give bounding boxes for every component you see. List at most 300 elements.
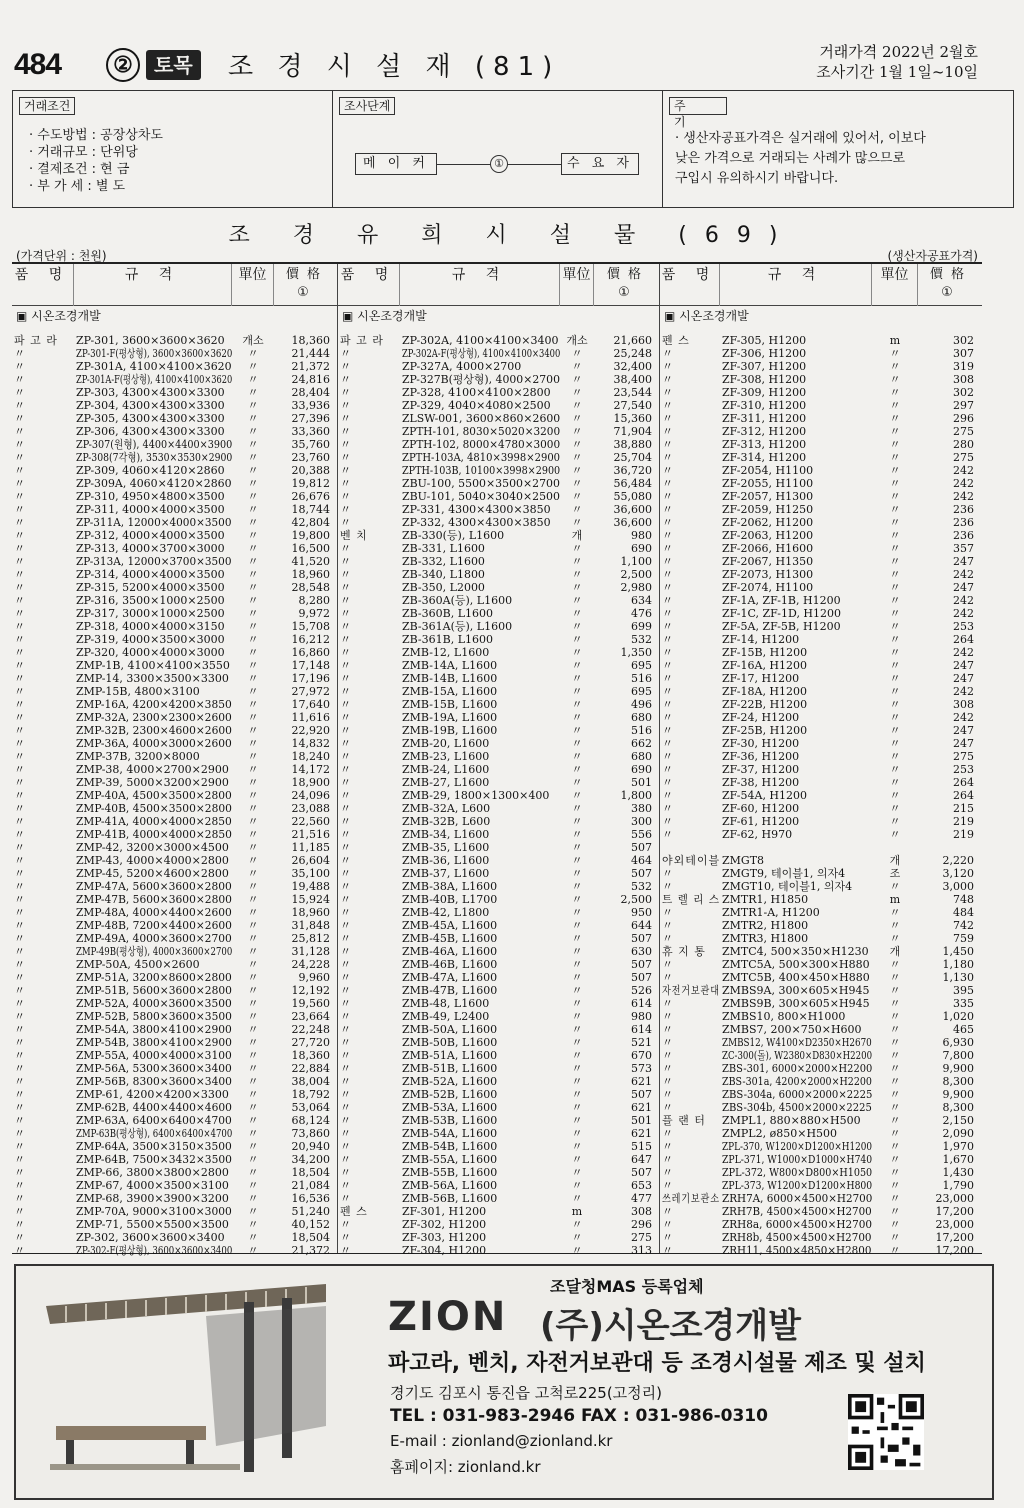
item-unit: 〃 — [247, 867, 259, 880]
item-unit: 〃 — [889, 802, 901, 815]
table-panel-1 — [12, 264, 338, 1257]
item-unit: 〃 — [889, 1062, 901, 1075]
table-row — [660, 685, 982, 698]
item-price: 1,800 — [620, 789, 652, 802]
table-row — [338, 1153, 659, 1166]
item-name: 〃 — [14, 815, 26, 828]
item-price: 2,150 — [942, 1114, 974, 1127]
item-name: 〃 — [14, 542, 26, 555]
item-spec: ZMB-50A, L1600 — [402, 1023, 498, 1036]
item-name: 〃 — [340, 997, 352, 1010]
item-price: 15,924 — [291, 893, 330, 906]
item-unit: 〃 — [889, 1049, 901, 1062]
item-unit: 〃 — [247, 594, 259, 607]
header-meta — [816, 42, 978, 82]
item-spec: ZBS-304a, 6000×2000×2225 — [722, 1088, 873, 1101]
item-unit: 〃 — [247, 373, 259, 386]
item-unit: 〃 — [889, 997, 901, 1010]
item-name: 〃 — [662, 672, 674, 685]
table-row — [338, 971, 659, 984]
item-price: 38,880 — [613, 438, 652, 451]
item-price: 275 — [953, 425, 974, 438]
item-name: 〃 — [662, 1153, 674, 1166]
table-row — [338, 750, 659, 763]
header-price-label: 價 格 — [606, 267, 644, 282]
item-name: 〃 — [662, 503, 674, 516]
header-name: 품 명 — [12, 264, 74, 306]
table-row — [338, 490, 659, 503]
item-price: 19,812 — [291, 477, 330, 490]
table-row — [12, 945, 337, 958]
item-unit: 〃 — [571, 568, 583, 581]
item-price: 24,228 — [291, 958, 330, 971]
table-row — [12, 542, 337, 555]
item-spec: ZMB-55B, L1600 — [402, 1166, 498, 1179]
item-price: 3,000 — [942, 880, 974, 893]
item-name: 〃 — [14, 919, 26, 932]
item-name: 파 고 라 — [14, 334, 58, 347]
item-price: 6,930 — [942, 1036, 974, 1049]
item-unit: 〃 — [571, 932, 583, 945]
table-row — [660, 1140, 982, 1153]
item-unit: 〃 — [889, 828, 901, 841]
item-spec: ZMP-36A, 4000×3000×2600 — [76, 737, 232, 750]
item-price: 614 — [631, 1023, 652, 1036]
item-unit: 〃 — [571, 997, 583, 1010]
header-price-mark: ① — [297, 285, 311, 300]
item-name: 〃 — [14, 958, 26, 971]
item-spec: ZP-310, 4950×4800×3500 — [76, 490, 225, 503]
header-price-mark: ① — [618, 285, 632, 300]
item-spec: ZB-350, L2000 — [402, 581, 485, 594]
item-unit: 〃 — [571, 945, 583, 958]
item-spec: ZF-313, H1200 — [722, 438, 807, 451]
item-price: 18,960 — [291, 906, 330, 919]
item-name: 〃 — [14, 737, 26, 750]
item-price: 2,500 — [620, 893, 652, 906]
item-unit: 〃 — [889, 360, 901, 373]
item-spec: ZMP-32B, 2300×4600×2600 — [76, 724, 232, 737]
item-price: 27,720 — [291, 1036, 330, 1049]
table-row — [12, 490, 337, 503]
price-table — [12, 262, 982, 1257]
item-unit: 〃 — [889, 412, 901, 425]
item-price: 18,240 — [291, 750, 330, 763]
item-spec: ZRH11, 4500×4850×H2800 — [722, 1244, 872, 1257]
item-name: 〃 — [662, 906, 674, 919]
conditions-panel — [13, 91, 333, 207]
item-name: 〃 — [662, 399, 674, 412]
table-row — [338, 1205, 659, 1218]
item-name: 〃 — [14, 1192, 26, 1205]
table-row — [338, 464, 659, 477]
item-unit: 〃 — [571, 438, 583, 451]
table-row — [12, 906, 337, 919]
item-name: 〃 — [340, 867, 352, 880]
item-price: 17,200 — [935, 1244, 974, 1257]
item-spec: ZPTH-103A, 4810×3998×2900 — [402, 451, 561, 464]
item-spec: ZMB-56A, L1600 — [402, 1179, 498, 1192]
item-spec: ZF-310, H1200 — [722, 399, 807, 412]
item-name: 〃 — [340, 594, 352, 607]
item-spec: ZMB-52A, L1600 — [402, 1075, 498, 1088]
item-unit: 〃 — [889, 555, 901, 568]
item-unit: 〃 — [247, 919, 259, 932]
item-price: 980 — [631, 529, 652, 542]
table-panel-2 — [338, 264, 660, 1257]
item-price: 242 — [953, 568, 974, 581]
item-name: 〃 — [14, 880, 26, 893]
item-spec: ZMP-48A, 4000×4400×2600 — [76, 906, 232, 919]
item-unit: 〃 — [889, 724, 901, 737]
table-row — [338, 607, 659, 620]
item-unit: 〃 — [571, 893, 583, 906]
item-spec: ZMP-66, 3800×3800×2800 — [76, 1166, 229, 1179]
table-row — [660, 997, 982, 1010]
item-unit: 〃 — [889, 1179, 901, 1192]
item-unit: 〃 — [571, 1192, 583, 1205]
item-spec: ZMB-34, L1600 — [402, 828, 490, 841]
item-spec: ZMP-14, 3300×3500×3300 — [76, 672, 229, 685]
item-spec: ZF-2054, H1100 — [722, 464, 814, 477]
item-spec: ZP-314, 4000×4000×3500 — [76, 568, 225, 581]
item-unit: 〃 — [889, 386, 901, 399]
table-row — [12, 412, 337, 425]
item-spec: ZMP-15B, 4800×3100 — [76, 685, 200, 698]
item-name: 〃 — [662, 1140, 674, 1153]
item-name: 〃 — [662, 724, 674, 737]
item-name: 〃 — [662, 1049, 674, 1062]
table-row — [338, 776, 659, 789]
item-name: 〃 — [340, 880, 352, 893]
item-name: 〃 — [14, 347, 26, 360]
item-name: 〃 — [340, 971, 352, 984]
item-price: 215 — [953, 802, 974, 815]
item-name: 〃 — [662, 646, 674, 659]
table-row — [12, 867, 337, 880]
table-row — [660, 698, 982, 711]
item-unit: 〃 — [247, 386, 259, 399]
table-row — [338, 412, 659, 425]
item-name: 〃 — [14, 1062, 26, 1075]
item-spec: ZMP-67, 4000×3500×3100 — [76, 1179, 229, 1192]
header-name: 품 명 — [338, 264, 400, 306]
item-unit: 〃 — [571, 841, 583, 854]
item-price: 247 — [953, 659, 974, 672]
item-unit: 〃 — [571, 620, 583, 633]
item-price: 31,128 — [291, 945, 330, 958]
item-unit: 〃 — [571, 477, 583, 490]
item-unit: 〃 — [247, 893, 259, 906]
item-price: 27,540 — [613, 399, 652, 412]
item-unit: 〃 — [571, 412, 583, 425]
table-row — [338, 1218, 659, 1231]
item-spec: ZF-62, H970 — [722, 828, 793, 841]
price-note: (생산자공표가격) — [887, 249, 978, 263]
item-spec: ZP-302A, 4100×4100×3400 — [402, 334, 559, 347]
item-spec: ZMB-54B, L1600 — [402, 1140, 498, 1153]
item-name: 〃 — [340, 542, 352, 555]
item-spec: ZF-14, H1200 — [722, 633, 800, 646]
item-spec: ZF-17, H1200 — [722, 672, 800, 685]
item-price: 242 — [953, 685, 974, 698]
table-row — [12, 984, 337, 997]
item-name: 〃 — [662, 828, 674, 841]
table-row — [12, 1114, 337, 1127]
item-price: 759 — [953, 932, 974, 945]
item-price: 496 — [631, 698, 652, 711]
table-row — [12, 360, 337, 373]
item-spec: ZMP-16A, 4200×4200×3850 — [76, 698, 232, 711]
item-spec: ZP-301A-F(평상형), 4100×4100×3620 — [76, 373, 233, 386]
item-unit: 〃 — [571, 1231, 583, 1244]
item-unit: 〃 — [571, 1088, 583, 1101]
item-name: 〃 — [662, 581, 674, 594]
item-name: 〃 — [662, 529, 674, 542]
table-row — [12, 685, 337, 698]
item-unit: 〃 — [889, 620, 901, 633]
item-spec: ZMB-45B, L1600 — [402, 932, 498, 945]
company-label: ▣ 시온조경개발 — [16, 309, 101, 323]
item-name: 〃 — [14, 594, 26, 607]
item-name: 〃 — [662, 451, 674, 464]
item-name: 〃 — [14, 529, 26, 542]
company-label: ▣ 시온조경개발 — [342, 309, 427, 323]
table-row — [338, 503, 659, 516]
item-name: 〃 — [14, 1140, 26, 1153]
item-price: 34,200 — [291, 1153, 330, 1166]
table-row — [660, 1205, 982, 1218]
item-name: 〃 — [14, 451, 26, 464]
item-spec: ZP-316, 3500×1000×2500 — [76, 594, 225, 607]
item-name: 〃 — [14, 490, 26, 503]
item-name: 〃 — [340, 1010, 352, 1023]
item-price: 17,640 — [291, 698, 330, 711]
item-name: 〃 — [340, 763, 352, 776]
item-price: 247 — [953, 737, 974, 750]
item-name: 〃 — [14, 503, 26, 516]
item-price: 242 — [953, 464, 974, 477]
item-unit: 〃 — [889, 1075, 901, 1088]
item-price: 690 — [631, 763, 652, 776]
item-spec: ZF-312, H1200 — [722, 425, 807, 438]
table-row — [660, 841, 982, 854]
item-unit: m — [889, 334, 901, 347]
item-name: 〃 — [340, 633, 352, 646]
item-spec: ZMP-41B, 4000×4000×2850 — [76, 828, 232, 841]
item-spec: ZP-306, 4300×4300×3300 — [76, 425, 225, 438]
item-spec: ZMB-51B, L1600 — [402, 1062, 498, 1075]
item-price: 395 — [953, 984, 974, 997]
item-price: 2,980 — [620, 581, 652, 594]
item-spec: ZMB-42, L1800 — [402, 906, 490, 919]
item-name: 〃 — [662, 360, 674, 373]
item-price: 9,900 — [942, 1062, 974, 1075]
item-name: 〃 — [14, 828, 26, 841]
item-name: 〃 — [14, 945, 26, 958]
item-price: 247 — [953, 724, 974, 737]
item-unit: 〃 — [571, 1062, 583, 1075]
table-row — [338, 1101, 659, 1114]
item-spec: ZP-309A, 4060×4120×2860 — [76, 477, 232, 490]
item-price: 38,400 — [613, 373, 652, 386]
item-price: 464 — [631, 854, 652, 867]
item-unit: 〃 — [889, 1114, 901, 1127]
item-name: 〃 — [340, 516, 352, 529]
item-name: 〃 — [14, 1166, 26, 1179]
item-name: 〃 — [14, 1218, 26, 1231]
item-price: 27,396 — [291, 412, 330, 425]
item-spec: ZF-306, H1200 — [722, 347, 807, 360]
item-name: 〃 — [662, 685, 674, 698]
table-row — [12, 503, 337, 516]
item-name: 〃 — [662, 1101, 674, 1114]
item-name: 〃 — [340, 724, 352, 737]
item-spec: ZBS-304b, 4500×2000×2225 — [722, 1101, 872, 1114]
item-price: 11,185 — [291, 841, 330, 854]
item-price: 15,360 — [613, 412, 652, 425]
item-unit: 〃 — [571, 789, 583, 802]
table-row — [12, 620, 337, 633]
item-price: 308 — [953, 373, 974, 386]
item-spec: ZB-361B, L1600 — [402, 633, 494, 646]
item-name: 〃 — [14, 1231, 26, 1244]
table-row — [660, 789, 982, 802]
table-row — [12, 659, 337, 672]
item-name: 〃 — [14, 685, 26, 698]
item-spec: ZMB-47A, L1600 — [402, 971, 498, 984]
item-name: 〃 — [662, 1166, 674, 1179]
item-name: 〃 — [662, 1023, 674, 1036]
item-spec: ZMB-19B, L1600 — [402, 724, 498, 737]
item-name: 〃 — [340, 490, 352, 503]
item-unit: 〃 — [889, 815, 901, 828]
item-name: 파 고 라 — [340, 334, 384, 347]
item-name: 〃 — [14, 1075, 26, 1088]
item-name: 〃 — [14, 477, 26, 490]
item-price: 219 — [953, 828, 974, 841]
item-price: 247 — [953, 555, 974, 568]
item-price: 507 — [631, 1088, 652, 1101]
item-name: 〃 — [14, 1036, 26, 1049]
item-unit: 〃 — [247, 633, 259, 646]
item-spec: ZMB-36, L1600 — [402, 854, 490, 867]
item-name: 〃 — [14, 971, 26, 984]
header-price-label: 價 格 — [929, 267, 967, 282]
item-spec: ZF-311, H1200 — [722, 412, 807, 425]
table-row — [660, 932, 982, 945]
note-label: 주 기 — [669, 97, 727, 115]
item-name: 〃 — [662, 750, 674, 763]
unit-note: (가격단위 : 천원) — [16, 249, 107, 263]
item-spec: ZMB-51A, L1600 — [402, 1049, 498, 1062]
item-unit: 조 — [889, 867, 901, 880]
item-unit: 〃 — [247, 711, 259, 724]
table-row — [660, 906, 982, 919]
table-row — [338, 958, 659, 971]
column-header — [338, 264, 659, 306]
table-row — [338, 633, 659, 646]
item-name: 〃 — [662, 867, 674, 880]
item-spec: ZMP-52A, 4000×3600×3500 — [76, 997, 232, 1010]
item-unit: 〃 — [247, 1062, 259, 1075]
item-name: 〃 — [340, 1153, 352, 1166]
company-label: ▣ 시온조경개발 — [664, 309, 749, 323]
item-spec: ZMTR1, H1850 — [722, 893, 809, 906]
table-row — [338, 789, 659, 802]
item-unit: 〃 — [889, 971, 901, 984]
item-spec: ZMP-50A, 4500×2600 — [76, 958, 200, 971]
item-spec: ZMP-48B, 7200×4400×2600 — [76, 919, 232, 932]
item-name: 〃 — [14, 906, 26, 919]
table-row — [338, 425, 659, 438]
table-row — [660, 854, 982, 867]
item-spec: ZF-2073, H1300 — [722, 568, 814, 581]
item-unit: 〃 — [889, 958, 901, 971]
table-row — [660, 490, 982, 503]
item-price: 308 — [631, 1205, 652, 1218]
table-row — [12, 1062, 337, 1075]
item-spec: ZP-309, 4060×4120×2860 — [76, 464, 225, 477]
item-spec: ZF-37, H1200 — [722, 763, 800, 776]
item-spec: ZB-330(등), L1600 — [402, 529, 505, 542]
table-row — [12, 698, 337, 711]
item-price: 680 — [631, 750, 652, 763]
item-price: 644 — [631, 919, 652, 932]
item-spec: ZMP-56A, 5300×3600×3400 — [76, 1062, 232, 1075]
item-price: 68,124 — [291, 1114, 330, 1127]
table-row — [338, 477, 659, 490]
table-row — [12, 1179, 337, 1192]
item-price: 8,300 — [942, 1101, 974, 1114]
item-name: 〃 — [14, 854, 26, 867]
item-spec: ZP-332, 4300×4300×3850 — [402, 516, 551, 529]
table-row — [338, 386, 659, 399]
table-row — [338, 997, 659, 1010]
item-name: 〃 — [340, 1244, 352, 1257]
table-row — [12, 880, 337, 893]
table-row — [12, 1101, 337, 1114]
item-price: 275 — [953, 750, 974, 763]
item-unit: 〃 — [247, 1010, 259, 1023]
item-spec: ZB-361A(등), L1600 — [402, 620, 513, 633]
item-price: 621 — [631, 1127, 652, 1140]
table-row — [12, 1218, 337, 1231]
item-price: 302 — [953, 334, 974, 347]
item-spec: ZMP-47A, 5600×3600×2800 — [76, 880, 232, 893]
item-price: 980 — [631, 1010, 652, 1023]
item-price: 1,670 — [942, 1153, 974, 1166]
item-price: 53,064 — [291, 1101, 330, 1114]
item-spec: ZP-312, 4000×4000×3500 — [76, 529, 225, 542]
item-spec: ZF-302, H1200 — [402, 1218, 487, 1231]
item-price: 532 — [631, 633, 652, 646]
item-spec: ZF-305, H1200 — [722, 334, 807, 347]
table-row — [338, 1075, 659, 1088]
item-spec: ZMP-51B, 5600×3600×2800 — [76, 984, 232, 997]
table-row — [12, 581, 337, 594]
item-unit: 〃 — [889, 438, 901, 451]
table-row — [12, 750, 337, 763]
item-price: 319 — [953, 360, 974, 373]
item-price: 521 — [631, 1036, 652, 1049]
item-name: 〃 — [662, 932, 674, 945]
table-row — [338, 451, 659, 464]
table-row — [660, 555, 982, 568]
item-spec: ZMB-37, L1600 — [402, 867, 490, 880]
item-spec: ZMGT10, 테이블1, 의자4 — [722, 880, 853, 893]
header-unit: 單位 — [232, 264, 274, 306]
